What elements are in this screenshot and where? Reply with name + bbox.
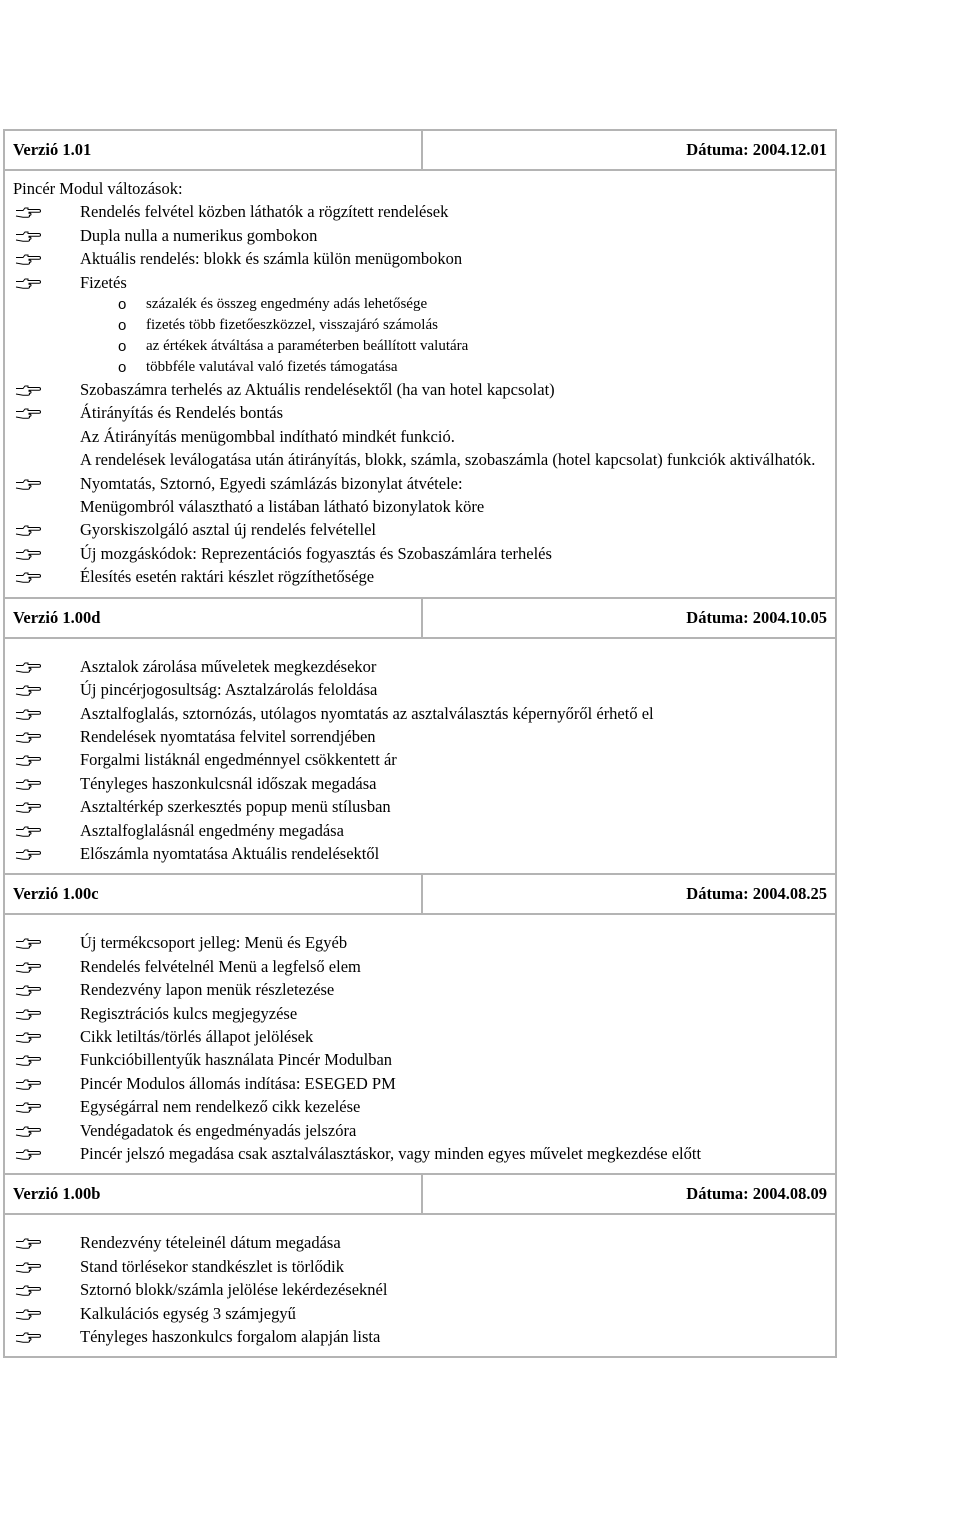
list-item: Pincér Modulos állomás indítása: ESEGED PM	[13, 1072, 835, 1095]
list-item: Rendezvény lapon menük részletezése	[13, 978, 835, 1001]
version-date: Dátuma: 2004.08.25	[422, 874, 836, 914]
list-item: Asztalfoglalásnál engedmény megadása	[13, 819, 835, 842]
note-text: A rendelések leválogatása után átirányítás, blokk, számla, szobaszámla (hotel kapcsolat) funkciók aktiválhatók.	[80, 450, 816, 470]
list-item: Új mozgáskódok: Reprezentációs fogyasztás és Szobaszámlára terhelés	[13, 542, 835, 565]
list-item: Új termékcsoport jelleg: Menü és Egyéb	[13, 931, 835, 954]
list-item: Pincér jelszó megadása csak asztalválasztáskor, vagy minden egyes művelet megkezdése előtt	[13, 1142, 835, 1165]
change-list	[13, 1231, 835, 1348]
note-text: Az Átirányítás menügombbal indítható mindkét funkció.	[80, 426, 455, 446]
change-list	[13, 378, 835, 425]
list-item: Asztaltérkép szerkesztés popup menü stílusban	[13, 795, 835, 818]
version-label: Verzió 1.00d	[4, 598, 422, 638]
change-list	[13, 655, 835, 866]
change-list	[13, 200, 835, 294]
changelog-section	[4, 170, 836, 598]
list-item: Tényleges haszonkulcsnál időszak megadása	[13, 772, 835, 795]
list-item: Kalkulációs egység 3 számjegyű	[13, 1302, 835, 1325]
list-item: Új pincérjogosultság: Asztalzárolás feloldása	[13, 678, 835, 701]
list-item: Tényleges haszonkulcs forgalom alapján lista	[13, 1325, 835, 1348]
sub-list-item: o százalék és összeg engedmény adás lehetősége	[118, 296, 428, 314]
version-date: Dátuma: 2004.08.09	[422, 1174, 836, 1214]
list-item: Regisztrációs kulcs megjegyzése	[13, 1002, 835, 1025]
note-text: Menügombról választható a listában látható bizonylatok köre	[80, 497, 485, 517]
section-intro: Pincér Modul változások:	[13, 179, 183, 198]
version-label: Verzió 1.00b	[4, 1174, 422, 1214]
list-item: Asztalfoglalás, sztornózás, utólagos nyomtatás az asztalválasztás képernyőről érhető el	[13, 702, 835, 725]
list-item: Nyomtatás, Sztornó, Egyedi számlázás bizonylat átvétele:	[13, 472, 835, 495]
list-item: Átirányítás és Rendelés bontás	[13, 401, 835, 424]
list-item: Szobaszámra terhelés az Aktuális rendelésektől (ha van hotel kapcsolat)	[13, 378, 835, 401]
list-item: Élesítés esetén raktári készlet rögzíthetősége	[13, 565, 835, 588]
changelog-table	[3, 129, 837, 1358]
version-date: Dátuma: 2004.10.05	[422, 598, 836, 638]
list-item: Előszámla nyomtatása Aktuális rendelésektől	[13, 842, 835, 865]
list-item: Cikk letiltás/törlés állapot jelölések	[13, 1025, 835, 1048]
sub-list-item: o az értékek átváltása a paraméterben beállított valutára	[118, 338, 469, 356]
list-item: Fizetés	[13, 271, 835, 294]
list-item: Asztalok zárolása műveletek megkezdésekor	[13, 655, 835, 678]
sub-list-item: o többféle valutával való fizetés támogatása	[118, 359, 398, 377]
list-item: Rendezvény tételeinél dátum megadása	[13, 1231, 835, 1254]
change-list	[13, 472, 835, 495]
changelog-section	[4, 914, 836, 1174]
list-item: Egységárral nem rendelkező cikk kezelése	[13, 1095, 835, 1118]
list-item: Vendégadatok és engedményadás jelszóra	[13, 1119, 835, 1142]
version-header-row	[4, 874, 836, 914]
changelog-section	[4, 1214, 836, 1357]
circle-bullet-icon: o	[118, 338, 127, 356]
list-item: Rendelések nyomtatása felvitel sorrendjében	[13, 725, 835, 748]
version-label: Verzió 1.01	[4, 130, 422, 170]
version-header-row	[4, 1174, 836, 1214]
circle-bullet-icon: o	[118, 296, 127, 314]
list-item: Rendelés felvételnél Menü a legfelső elem	[13, 955, 835, 978]
circle-bullet-icon: o	[118, 317, 127, 335]
list-item: Rendelés felvétel közben láthatók a rögzített rendelések	[13, 200, 835, 223]
change-list	[13, 931, 835, 1165]
list-item: Aktuális rendelés: blokk és számla külön menügombokon	[13, 247, 835, 270]
sub-list	[13, 294, 835, 378]
list-item: Gyorskiszolgáló asztal új rendelés felvétellel	[13, 518, 835, 541]
sub-list-item: o fizetés több fizetőeszközzel, visszajáró számolás	[118, 317, 438, 335]
list-item: Stand törlésekor standkészlet is törlődik	[13, 1255, 835, 1278]
list-item: Funkcióbillentyűk használata Pincér Modulban	[13, 1048, 835, 1071]
list-item: Forgalmi listáknál engedménnyel csökkentett ár	[13, 748, 835, 771]
version-label: Verzió 1.00c	[4, 874, 422, 914]
circle-bullet-icon: o	[118, 359, 127, 377]
list-item: Dupla nulla a numerikus gombokon	[13, 224, 835, 247]
change-list	[13, 518, 835, 588]
version-date: Dátuma: 2004.12.01	[422, 130, 836, 170]
list-item: Sztornó blokk/számla jelölése lekérdezéseknél	[13, 1278, 835, 1301]
version-header-row	[4, 130, 836, 170]
changelog-section	[4, 638, 836, 875]
version-header-row	[4, 598, 836, 638]
